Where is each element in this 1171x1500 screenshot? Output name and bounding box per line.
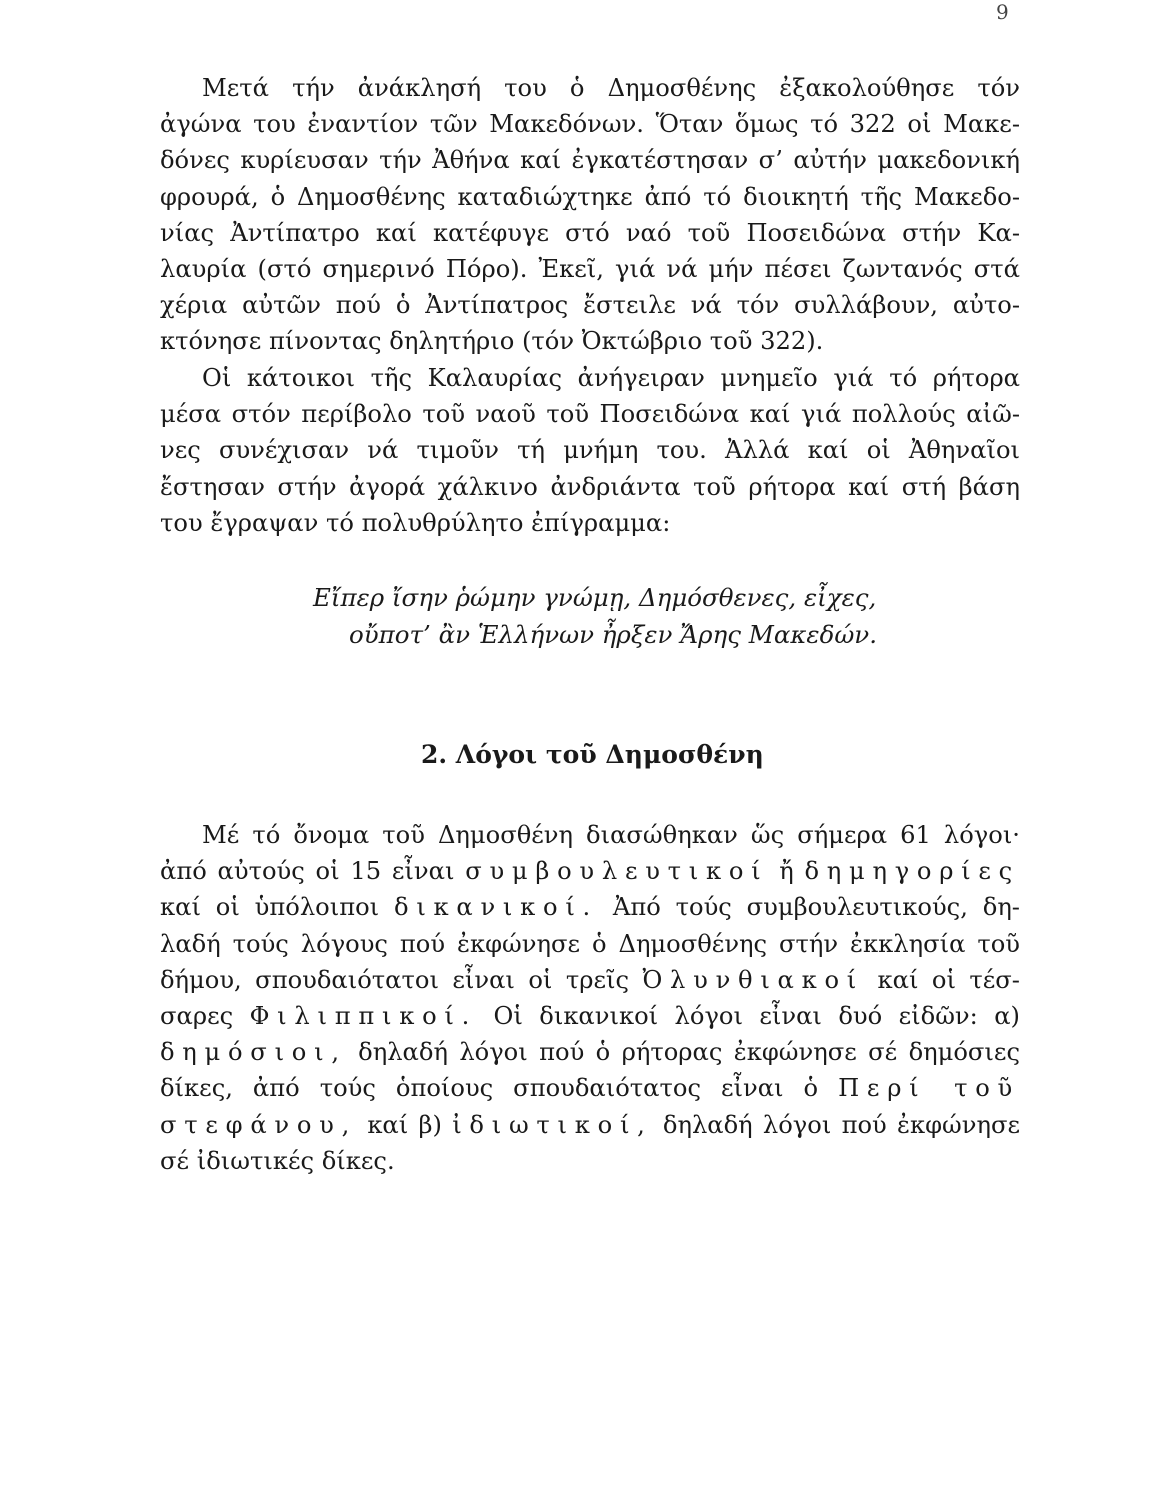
text-line — [160, 998, 1020, 1034]
section-heading: 2. Λόγοι τοῦ Δημοσθένη — [421, 740, 764, 769]
term-on-the-crown: Περί τοῦ — [838, 1074, 1020, 1103]
paragraph-biography — [160, 70, 1020, 360]
text-segment: λαδή τούς λόγους πού ἐκφώνησε ὁ Δημοσθένης στήν ἐκκλησία τοῦ — [160, 929, 1020, 958]
text-line: Οἱ κάτοικοι τῆς Καλαυρίας ἀνήγειραν μνημεῖο γιά τό ρήτορα — [202, 364, 1020, 392]
text-line: ἔστησαν στήν ἀγορά χάλκινο ἀνδριάντα τοῦ ρήτορα καί στή βάση — [160, 472, 1020, 501]
text-line: Μετά τήν ἀνάκλησή του ὁ Δημοσθένης ἐξακολούθησε τόν — [202, 74, 1020, 102]
text-segment: δηλαδή λόγοι πού ὁ ρήτορας ἐκφώνησε σέ δημόσιες — [358, 1038, 1020, 1067]
term-philippics: Φιλιππικοί. — [249, 1002, 478, 1031]
text-segment: δηλαδή λόγοι πού ἐκφώνησε — [662, 1110, 1020, 1139]
text-line: φρουρά, ὁ Δημοσθένης καταδιώχτηκε ἀπό τό διοικητή τῆς Μακεδο- — [160, 182, 1020, 211]
term-crown: στεφάνου, — [160, 1110, 358, 1139]
text-segment: ἤ — [779, 857, 794, 886]
text-line — [160, 889, 1020, 925]
term-forensic: δικανικοί. — [394, 893, 598, 922]
text-segment: σαρες — [160, 1002, 234, 1031]
text-segment: καί οἱ τέσ- — [877, 965, 1020, 994]
paragraph-memorial — [160, 360, 1020, 541]
text-segment: καί οἱ ὑπόλοιποι — [160, 893, 380, 922]
page-number: 9 — [996, 0, 1009, 24]
text-line: νίας Ἀντίπατρο καί κατέφυγε στό ναό τοῦ Ποσειδώνα στήν Κα- — [160, 218, 1020, 247]
text-line — [160, 962, 1020, 998]
text-segment: δήμου, σπουδαιότατοι εἶναι οἱ τρεῖς — [160, 965, 630, 994]
text-segment: σέ ἰδιωτικές δίκες. — [160, 1146, 395, 1175]
text-line: μέσα στόν περίβολο τοῦ ναοῦ τοῦ Ποσειδώνα καί γιά πολλούς αἰῶ- — [160, 400, 1020, 429]
text-line: του ἔγραψαν τό πολυθρύλητο ἐπίγραμμα: — [160, 508, 671, 537]
text-line — [160, 817, 1020, 853]
epigram-line: οὔποτ’ ἂν Ἑλλήνων ἦρξεν Ἄρης Μακεδών. — [349, 620, 877, 649]
text-line: ἀγώνα του ἐναντίον τῶν Μακεδόνων. Ὅταν ὅμως τό 322 οἱ Μακε- — [160, 110, 1020, 139]
text-segment: ἀπό αὐτούς οἱ 15 εἶναι — [160, 857, 455, 886]
term-deliberative: συμβουλευτικοί — [465, 857, 769, 886]
text-segment: Ἀπό τούς συμβουλευτικούς, δη- — [612, 893, 1020, 922]
term-public-speeches: δημηγορίες — [804, 857, 1020, 886]
term-public: δημόσιοι, — [160, 1038, 347, 1067]
text-line — [160, 1070, 1020, 1106]
text-line — [160, 1107, 1020, 1143]
term-olynthiacs: Ὀλυνθιακοί — [642, 965, 865, 994]
text-line — [160, 1143, 1020, 1179]
text-line — [160, 926, 1020, 962]
term-private: ἰδιωτικοί, — [452, 1110, 653, 1139]
text-line: χέρια αὐτῶν πού ὁ Ἀντίπατρος ἔστειλε νά τόν συλλάβουν, αὐτο- — [160, 291, 1020, 320]
epigram-line: Εἴπερ ἴσην ῥώμην γνώμῃ, Δημόσθενες, εἶχες, — [313, 583, 877, 612]
text-line: λαυρία (στό σημερινό Πόρο). Ἐκεῖ, γιά νά μήν πέσει ζωντανός στά — [160, 255, 1020, 284]
text-segment: Μέ τό ὄνομα τοῦ Δημοσθένη διασώθηκαν ὥς σήμερα 61 λόγοι· — [202, 821, 1020, 849]
text-line: δόνες κυρίευσαν τήν Ἀθήνα καί ἐγκατέστησαν σ’ αὐτήν μακεδονική — [160, 146, 1020, 175]
text-line: νες συνέχισαν νά τιμοῦν τή μνήμη του. Ἀλλά καί οἱ Ἀθηναῖοι — [160, 436, 1020, 465]
text-segment: Οἱ δικανικοί λόγοι εἶναι δυό εἰδῶν: α) — [493, 1002, 1020, 1031]
text-line: κτόνησε πίνοντας δηλητήριο (τόν Ὀκτώβριο τοῦ 322). — [160, 327, 824, 356]
text-segment: δίκες, ἀπό τούς ὁποίους σπουδαιότατος εἶναι ὁ — [160, 1074, 819, 1103]
text-line — [160, 853, 1020, 889]
paragraph-speeches — [160, 817, 1020, 1179]
text-line — [160, 1034, 1020, 1070]
text-segment: καί β) — [367, 1110, 442, 1139]
